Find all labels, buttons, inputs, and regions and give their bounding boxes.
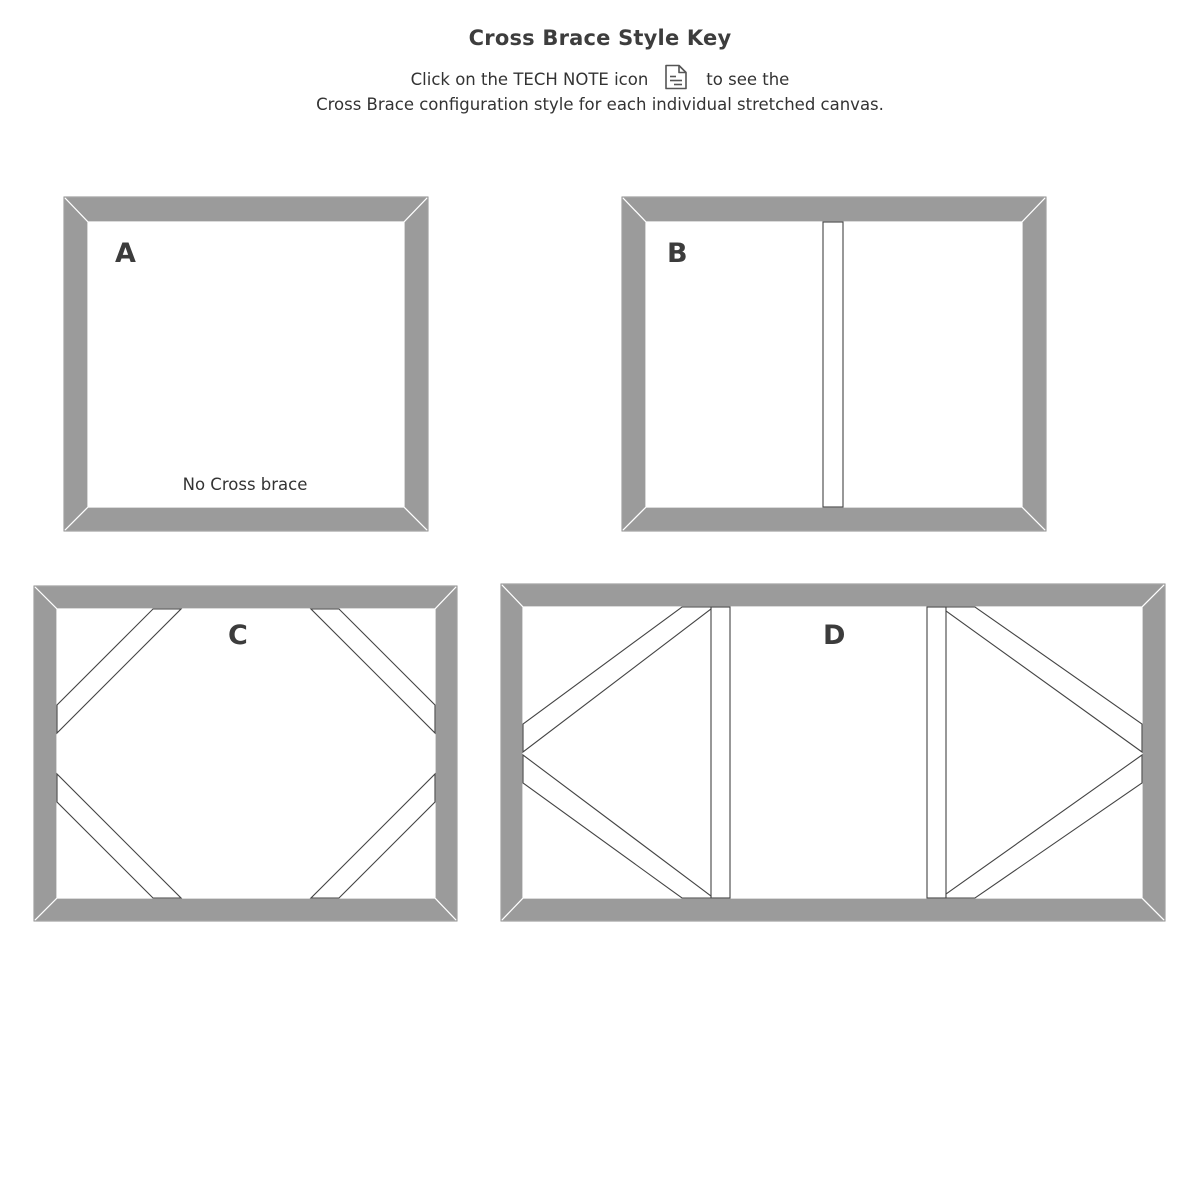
frame-a-note: No Cross brace: [182, 475, 308, 494]
frame-d-right-bar: [1142, 584, 1165, 921]
instruction-text-after-icon: to see the: [706, 69, 790, 89]
instruction-text-before-icon: Click on the TECH NOTE icon: [410, 69, 649, 89]
frame-a: [64, 197, 428, 531]
frame-a-left-bar: [64, 197, 88, 531]
frame-c-brace-top-left: [57, 609, 181, 733]
frame-b-left-bar: [622, 197, 646, 531]
frame-b-bottom-bar: [622, 507, 1046, 531]
frame-d-label: D: [823, 620, 846, 651]
frame-a-right-bar: [404, 197, 428, 531]
frame-b: [622, 197, 1046, 531]
frame-d-vertical-brace-right: [927, 607, 946, 898]
frame-d-bottom-bar: [501, 898, 1165, 921]
frame-b-label: B: [667, 238, 688, 269]
frame-d-brace-right-lower: [946, 755, 1142, 898]
frame-a-top-bar: [64, 197, 428, 222]
frame-c-brace-top-right: [311, 609, 435, 733]
frame-c: [34, 586, 457, 921]
frame-b-top-bar: [622, 197, 1046, 222]
frame-c-top-bar: [34, 586, 457, 609]
frame-c-label: C: [228, 620, 248, 651]
frame-b-right-bar: [1022, 197, 1046, 531]
instruction-line-2: Cross Brace configuration style for each individual stretched canvas.: [316, 95, 884, 114]
frame-d-brace-right-upper: [946, 607, 1142, 752]
frame-d-brace-left-lower: [523, 755, 711, 898]
frame-d-left-bar: [501, 584, 523, 921]
frame-b-vertical-brace: [823, 222, 843, 507]
frame-d: [501, 584, 1165, 921]
frame-d-top-bar: [501, 584, 1165, 607]
frame-c-left-bar: [34, 586, 57, 921]
frame-d-brace-left-upper: [523, 607, 711, 752]
frame-c-brace-bottom-left: [57, 774, 181, 898]
frame-c-bottom-bar: [34, 898, 457, 921]
frame-a-bottom-bar: [64, 507, 428, 531]
page-title: Cross Brace Style Key: [468, 26, 732, 50]
frame-c-brace-bottom-right: [311, 774, 435, 898]
frame-d-vertical-brace-left: [711, 607, 730, 898]
frame-a-label: A: [115, 238, 136, 269]
frame-c-right-bar: [435, 586, 457, 921]
